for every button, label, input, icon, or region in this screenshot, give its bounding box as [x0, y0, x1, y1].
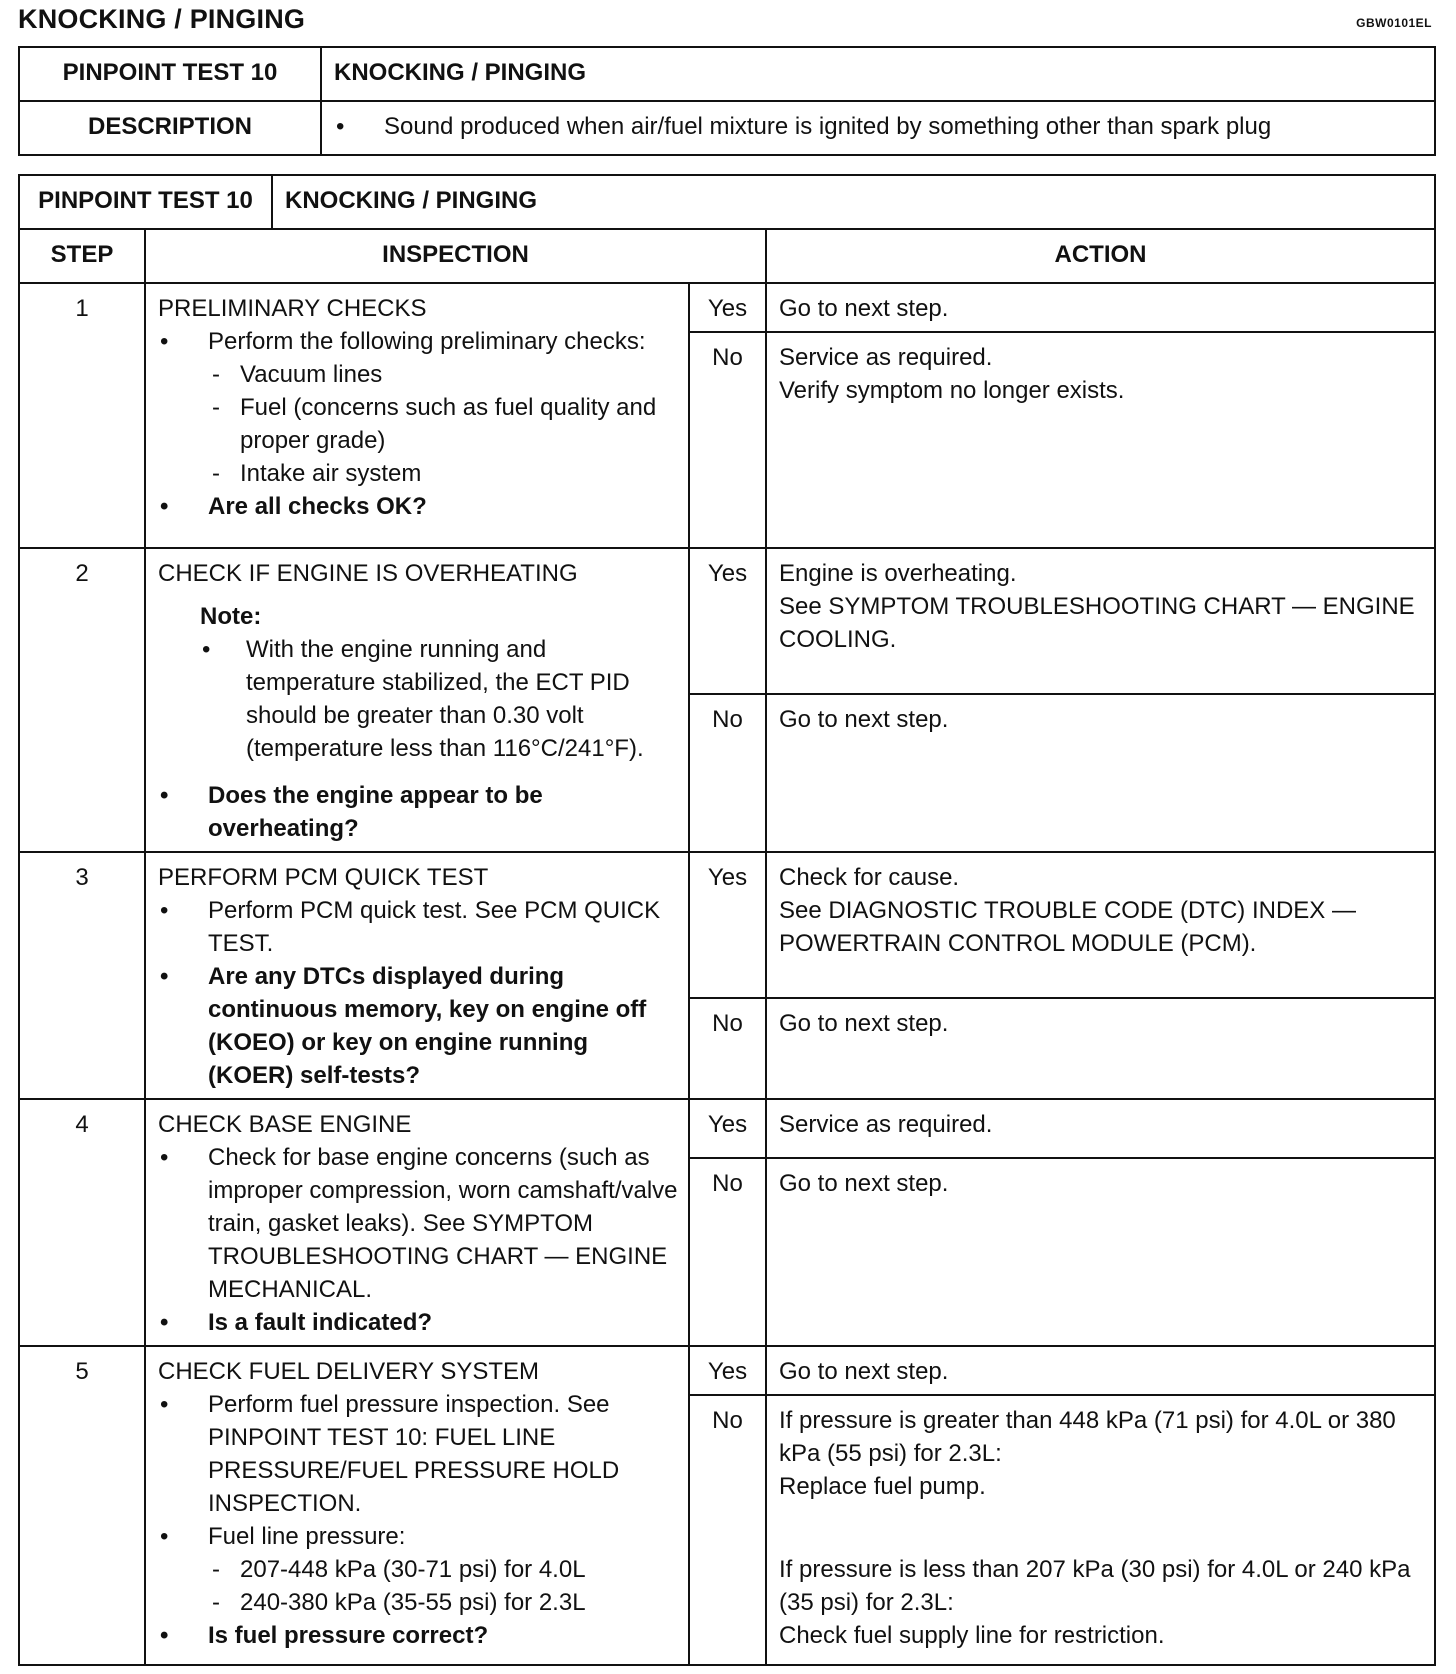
column-header-row — [19, 229, 1435, 283]
yes-action: Service as required. — [766, 1099, 1435, 1158]
step-1-yes-row — [19, 283, 1435, 332]
description-label: DESCRIPTION — [19, 101, 321, 155]
step-number: 1 — [19, 283, 145, 548]
yes-action: Go to next step. — [766, 283, 1435, 332]
note-label: Note: — [200, 603, 262, 630]
inspection-question: • Is fuel pressure correct? — [158, 1619, 678, 1652]
no-label: No — [689, 1158, 766, 1346]
step-number: 5 — [19, 1346, 145, 1665]
step-number: 4 — [19, 1099, 145, 1346]
inspection-bullet — [158, 1520, 678, 1619]
inspection-question: • Does the engine appear to be overheating? — [158, 779, 678, 845]
yes-label: Yes — [689, 852, 766, 998]
inspection-bullet: • Perform PCM quick test. See PCM QUICK TEST. — [158, 894, 678, 960]
no-action — [766, 332, 1435, 548]
inspection-question: • Are all checks OK? — [158, 490, 678, 523]
yes-action: Go to next step. — [766, 1346, 1435, 1395]
step-title: CHECK FUEL DELIVERY SYSTEM — [158, 1358, 539, 1385]
action-line: Service as required. — [779, 344, 993, 371]
dash-item: - 207-448 kPa (30-71 psi) for 4.0L — [208, 1553, 678, 1586]
yes-label: Yes — [689, 548, 766, 694]
action-line: If pressure is less than 207 kPa (30 psi) for 4.0L or 240 kPa (35 psi) for 2.3L: — [779, 1556, 1411, 1616]
note-text: • With the engine running and temperature stabilized, the ECT PID should be greater than 0.30 volt (temperature less than 116°C/241°F). — [200, 633, 678, 765]
step-4-inspection — [145, 1099, 689, 1346]
description-cell — [321, 101, 1435, 155]
summary-test-label: PINPOINT TEST 10 — [19, 47, 321, 101]
action-line: Check fuel supply line for restriction. — [779, 1622, 1165, 1649]
dash-item: - Intake air system — [208, 457, 678, 490]
table-title-row — [19, 175, 1435, 229]
inspection-bullet — [158, 325, 678, 490]
pinpoint-test-table — [18, 174, 1436, 1666]
step-4-yes-row — [19, 1099, 1435, 1158]
step-3-yes-row — [19, 852, 1435, 998]
no-label: No — [689, 332, 766, 548]
bullet-text: Perform the following preliminary checks: — [208, 328, 646, 355]
yes-label: Yes — [689, 283, 766, 332]
action-line: Check for cause. — [779, 864, 960, 891]
table-test-label: PINPOINT TEST 10 — [19, 175, 272, 229]
no-action: Go to next step. — [766, 1158, 1435, 1346]
yes-action — [766, 548, 1435, 694]
dash-item: - Fuel (concerns such as fuel quality and proper grade) — [208, 391, 678, 457]
summary-row-description — [19, 101, 1435, 155]
column-header-step: STEP — [19, 229, 145, 283]
inspection-bullet: • Perform fuel pressure inspection. See PINPOINT TEST 10: FUEL LINE PRESSURE/FUEL PRESSURE HOLD INSPECTION. — [158, 1388, 678, 1520]
no-action — [766, 1395, 1435, 1665]
yes-action — [766, 852, 1435, 998]
column-header-inspection: INSPECTION — [145, 229, 766, 283]
dash-item: - Vacuum lines — [208, 358, 678, 391]
action-line: See DIAGNOSTIC TROUBLE CODE (DTC) INDEX — POWERTRAIN CONTROL MODULE (PCM). — [779, 897, 1356, 957]
action-line: If pressure is greater than 448 kPa (71 psi) for 4.0L or 380 kPa (55 psi) for 2.3L: — [779, 1407, 1396, 1467]
inspection-question: • Are any DTCs displayed during continuous memory, key on engine off (KOEO) or key on engine running (KOER) self-tests? — [158, 960, 678, 1092]
step-number: 2 — [19, 548, 145, 852]
action-line: See SYMPTOM TROUBLESHOOTING CHART — ENGINE COOLING. — [779, 593, 1415, 653]
column-header-action: ACTION — [766, 229, 1435, 283]
summary-table — [18, 46, 1436, 156]
step-title: CHECK IF ENGINE IS OVERHEATING — [158, 560, 578, 587]
no-action: Go to next step. — [766, 694, 1435, 852]
yes-label: Yes — [689, 1346, 766, 1395]
action-line: Engine is overheating. — [779, 560, 1017, 587]
note-block — [158, 600, 678, 765]
document-code: GBW0101EL — [1356, 16, 1432, 30]
step-title: PRELIMINARY CHECKS — [158, 295, 427, 322]
step-2-yes-row — [19, 548, 1435, 694]
description-text: • Sound produced when air/fuel mixture is ignited by something other than spark plug — [334, 110, 1422, 143]
step-5-yes-row — [19, 1346, 1435, 1395]
no-label: No — [689, 998, 766, 1099]
no-label: No — [689, 1395, 766, 1665]
table-test-name: KNOCKING / PINGING — [272, 175, 1435, 229]
action-line: Verify symptom no longer exists. — [779, 377, 1125, 404]
summary-row-test — [19, 47, 1435, 101]
step-number: 3 — [19, 852, 145, 1099]
step-2-inspection — [145, 548, 689, 852]
page-title: KNOCKING / PINGING — [18, 4, 306, 34]
step-title: PERFORM PCM QUICK TEST — [158, 864, 489, 891]
inspection-question: • Is a fault indicated? — [158, 1306, 678, 1339]
yes-label: Yes — [689, 1099, 766, 1158]
inspection-bullet: • Check for base engine concerns (such as improper compression, worn camshaft/valve train, gasket leaks). See SYMPTOM TROUBLESHOOTING CHART — ENGINE MECHANICAL. — [158, 1141, 678, 1306]
bullet-text: Fuel line pressure: — [208, 1523, 406, 1550]
step-5-inspection — [145, 1346, 689, 1665]
action-line: Replace fuel pump. — [779, 1473, 986, 1500]
step-3-inspection — [145, 852, 689, 1099]
step-title: CHECK BASE ENGINE — [158, 1111, 412, 1138]
no-label: No — [689, 694, 766, 852]
summary-test-name: KNOCKING / PINGING — [321, 47, 1435, 101]
dash-item: - 240-380 kPa (35-55 psi) for 2.3L — [208, 1586, 678, 1619]
step-1-inspection — [145, 283, 689, 548]
no-action: Go to next step. — [766, 998, 1435, 1099]
